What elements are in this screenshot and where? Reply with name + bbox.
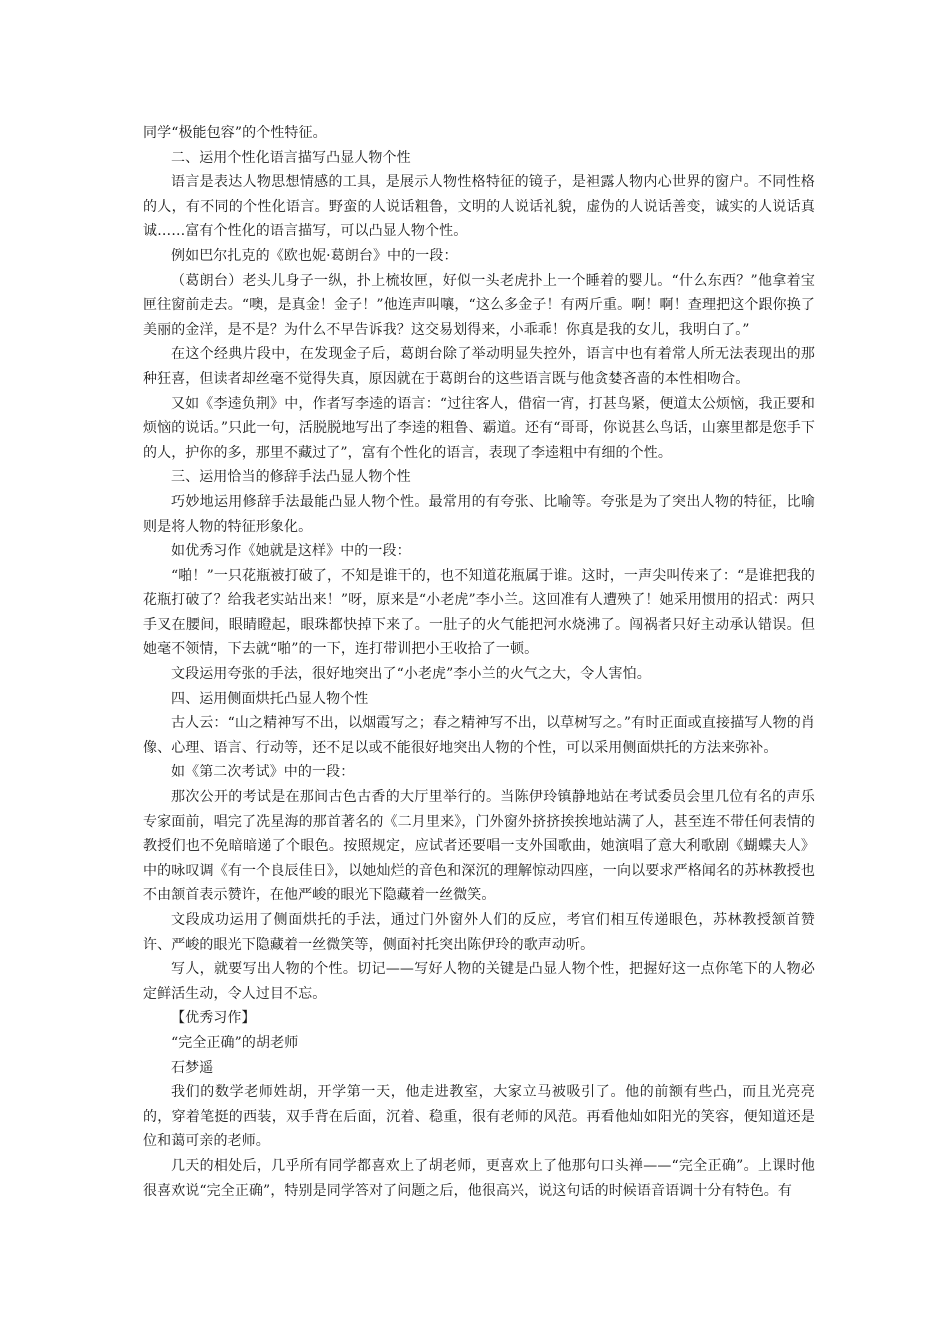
paragraph: 写人，就要写出人物的个性。切记——写好人物的关键是凸显人物个性，把握好这一点你笔下的人物必定鲜活生动，令人过目不忘。 [143,961,815,1002]
essay-author: 石梦遥 [171,1059,214,1076]
paragraph: 巧妙地运用修辞手法最能凸显人物个性。最常用的有夸张、比喻等。夸张是为了突出人物的特征，比喻则是将人物的特征形象化。 [143,493,815,535]
quote-paragraph: 那次公开的考试是在那间古色古香的大厅里举行的。当陈伊玲镇静地站在考试委员会里几位有名的声乐专家面前，唱完了冼星海的那首著名的《二月里来》，门外窗外挤挤挨挨地站满了人，甚至连不带任何表情的教授们也不免暗暗递了个眼色。按照规定，应试者还要唱一支外国歌曲，她演唱了意大利歌剧《蝴蝶夫人》中的咏叹调《有一个良辰佳日》，以她灿烂的音色和深沉的理解惊动四座，一向以要求严格闻名的苏林教授也不由颔首表示赞许，在他严峻的眼光下隐藏着一丝微笑。 [143,789,815,904]
paragraph-continued: 同学“极能包容”的个性特征。 [143,125,327,141]
paragraph: 古人云：“山之精神写不出，以烟霞写之；春之精神写不出，以草树写之。”有时正面或直接描写人物的肖像、心理、语言、行动等，还不足以或不能很好地突出人物的个性，可以采用侧面烘托的方法来弥补。 [143,715,815,756]
section-heading-4: 四、运用侧面烘托凸显人物个性 [171,690,369,707]
paragraph: 文段成功运用了侧面烘托的手法，通过门外窗外人们的反应，考官们相互传递眼色，苏林教授颔首赞许、严峻的眼光下隐藏着一丝微笑等，侧面衬托突出陈伊玲的歌声动听。 [143,912,815,953]
essay-title: “完全正确”的胡老师 [171,1034,299,1051]
paragraph: 如优秀习作《她就是这样》中的一段： [171,543,411,560]
essay-paragraph: 几天的相处后，几乎所有同学都喜欢上了胡老师，更喜欢上了他那句口头禅——“完全正确”。上课时他很喜欢说“完全正确”，特别是同学答对了问题之后，他很高兴，说这句话的时候语音语调十分有特色。有 [143,1157,815,1199]
essay-section-label: 【优秀习作】 [171,1010,256,1027]
quote-paragraph: （葛朗台）老头儿身子一纵，扑上梳妆匣，好似一头老虎扑上一个睡着的婴儿。“什么东西？”他拿着宝匣往窗前走去。“噢，是真金！金子！”他连声叫嚷，“这么多金子！有两斤重。啊！啊！查理把这个跟你换了美丽的金洋，是不是？为什么不早告诉我？这交易划得来，小乖乖！你真是我的女儿，我明白了。” [143,272,815,338]
paragraph: 在这个经典片段中，在发现金子后，葛朗台除了举动明显失控外，语言中也有着常人所无法表现出的那种狂喜，但读者却丝毫不觉得失真，原因就在于葛朗台的这些语言既与他贪婪吝啬的本性相吻合。 [143,346,815,387]
paragraph: 例如巴尔扎克的《欧也妮·葛朗台》中的一段： [171,247,458,264]
quote-paragraph: “啪！”一只花瓶被打破了，不知是谁干的，也不知道花瓶属于谁。这时，一声尖叫传来了：“是谁把我的花瓶打破了？给我老实站出来！”呀，原来是“小老虎”李小兰。这回准有人遭殃了！她采用惯用的招式：两只手叉在腰间，眼睛瞪起，眼珠都快掉下来了。一肚子的火气能把河水烧沸了。闯祸者只好主动承认错误。但她毫不领情，下去就“啪”的一下，连打带训把小王收拾了一顿。 [143,567,815,658]
paragraph: 文段运用夸张的手法，很好地突出了“小老虎”李小兰的火气之大，令人害怕。 [171,666,651,683]
paragraph: 又如《李逵负荆》中，作者写李逵的语言：“过往客人，借宿一宵，打甚鸟紧，便道太公烦恼，我正要和烦恼的说话。”只此一句，活脱脱地写出了李逵的粗鲁、霸道。还有“哥哥，你说甚么鸟话，山寨里都是您手下的人，护你的多，那里不藏过了”，富有个性化的语言，表现了李逵粗中有细的个性。 [143,395,815,461]
paragraph: 如《第二次考试》中的一段： [171,764,355,781]
essay-paragraph: 我们的数学老师姓胡，开学第一天，他走进教室，大家立马被吸引了。他的前额有些凸，而且光亮亮的，穿着笔挺的西装，双手背在后面，沉着、稳重，很有老师的风范。再看他灿如阳光的笑容，便知道还是位和蔼可亲的老师。 [143,1084,815,1150]
paragraph: 语言是表达人物思想情感的工具，是展示人物性格特征的镜子，是袒露人物内心世界的窗户。不同性格的人，有不同的个性化语言。野蛮的人说话粗鲁，文明的人说话礼貌，虚伪的人说话善变，诚实的人说话真诚……富有个性化的语言描写，可以凸显人物个性。 [143,174,815,240]
section-heading-2: 二、运用个性化语言描写凸显人物个性 [171,149,411,166]
section-heading-3: 三、运用恰当的修辞手法凸显人物个性 [171,469,411,486]
document-body [143,121,815,1203]
